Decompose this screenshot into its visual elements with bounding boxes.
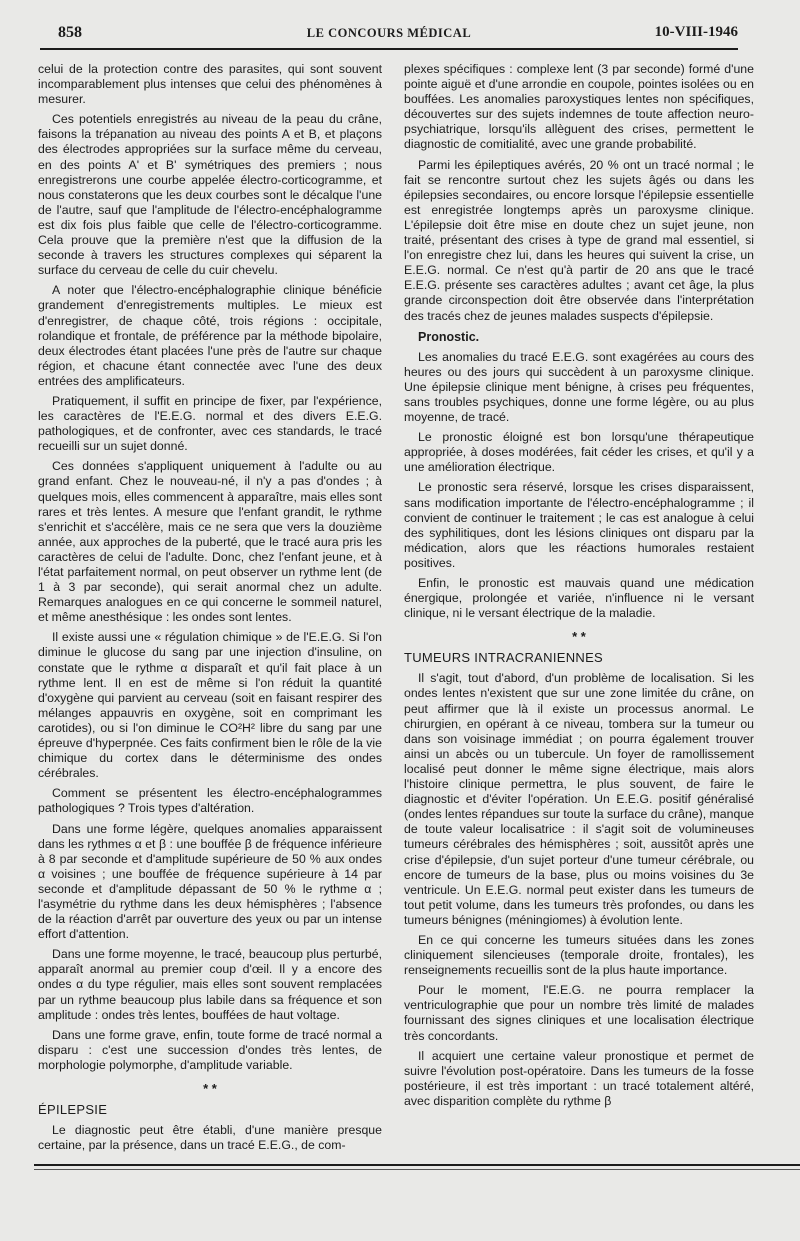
paragraph: Le diagnostic peut être établi, d'une manière presque certaine, par la présence, dans un tracé E.E.G., de com-	[38, 1123, 382, 1153]
footer-rule-thin	[34, 1169, 800, 1170]
section-separator: * *	[203, 1081, 217, 1096]
left-column	[38, 62, 382, 1160]
paragraph: plexes spécifiques : complexe lent (3 par seconde) formé d'une pointe aiguë et d'une arrondie en coupole, pointes isolées ou en bouffées. Les anomalies paroxystiques lentes non spécifiques, découvertes sur des sujets indemnes de toute affection neuro-psychiatrique, lorsqu'ils allèguent des crises, permettent le diagnostic de comitialité, avec une grande probabilité.	[404, 62, 754, 152]
subsection-title-pronostic: Pronostic.	[418, 329, 480, 344]
footer-rule	[34, 1164, 800, 1166]
issue-date: 10-VIII-1946	[654, 24, 738, 40]
paragraph: Les anomalies du tracé E.E.G. sont exagérées au cours des heures ou des jours qui succèdent à un paroxysme clinique. Une épilepsie clinique ment bénigne, à crises peu fréquentes, sans troubles psychiques, donne une forme légère, ou au plus moyenne, de tracé.	[404, 349, 754, 425]
section-title-tumeurs: TUMEURS INTRACRANIENNES	[404, 650, 604, 666]
paragraph: Dans une forme moyenne, le tracé, beaucoup plus perturbé, apparaît anormal au premier coup d'œil. Il y a encore des ondes α du type régulier, mais elles sont souvent remplacées par un rythme beaucoup plus labile dans sa fréquence et son amplitude : ondes très lentes, bouffées de haut voltage.	[38, 947, 382, 1022]
page-number: 858	[58, 24, 82, 41]
paragraph: Il acquiert une certaine valeur pronostique et permet de suivre l'évolution post-opératoire. Dans les tumeurs de la fosse postérieure, il est très important : un tracé totalement altéré, avec disparition complète du rythme β	[404, 1048, 754, 1108]
right-column	[404, 62, 754, 1160]
paragraph: Ces données s'appliquent uniquement à l'adulte ou au grand enfant. Chez le nouveau-né, il n'y a pas d'ondes ; à quelques mois, elles commencent à apparaître, mais elles sont rares et très lentes. A mesure que l'enfant grandit, le rythme s'enrichit et s'accélère, mais ce ne sera que vers la douzième année, aux approches de la puberté, que le tracé aura pris les caractères de celui de l'adulte. Donc, chez l'enfant jeune, et à l'état parfaitement normal, on peut observer un rythme lent (de 1 à 3 par seconde), qui serait anormal chez un adulte. Remarques analogues en ce qui concerne le sommeil naturel, et même anesthésique : les ondes sont lentes.	[38, 459, 382, 625]
paragraph: Pour le moment, l'E.E.G. ne pourra remplacer la ventriculographie que pour un nombre très limité de malades fournissant des signes cliniques et une localisation électrique très concordants.	[404, 983, 754, 1043]
paragraph: Le pronostic éloigné est bon lorsqu'une thérapeutique appropriée, à doses modérées, fait céder les crises, et qu'il y a une amélioration électrique.	[404, 430, 754, 475]
paragraph: En ce qui concerne les tumeurs situées dans les zones cliniquement silencieuses (temporale droite, frontales), les renseignements recueillis sont de la plus haute importance.	[404, 932, 754, 978]
paragraph: Comment se présentent les électro-encéphalogrammes pathologiques ? Trois types d'altération.	[38, 786, 382, 816]
page-header	[40, 22, 738, 50]
section-title-epilepsie: ÉPILEPSIE	[38, 1102, 108, 1117]
paragraph: celui de la protection contre des parasites, qui sont souvent incomparablement plus intenses que celui des phénomènes à mesurer.	[38, 62, 382, 107]
paragraph: A noter que l'électro-encéphalographie clinique bénéficie grandement d'enregistrements multiples. Le mieux est d'enregistrer, de chaque côté, trois régions : occipitale, rolandique et frontale, de préférence par la méthode bipolaire, deux électrodes étant placées l'une près de l'autre sur chaque région, et chacune étant connectée avec l'une des deux entrées des amplificateurs.	[38, 283, 382, 388]
paragraph: Dans une forme grave, enfin, toute forme de tracé normal a disparu : c'est une succession d'ondes très lentes, de morphologie polymorphe, d'amplitude variable.	[38, 1027, 382, 1072]
paragraph: Il existe aussi une « régulation chimique » de l'E.E.G. Si l'on diminue le glucose du sang par une injection d'insuline, on constate que le rythme α disparaît et qu'il fait place à un rythme lent. Il en est de même si l'on réduit la quantité d'oxygène qui parvient au cerveau (soit en faisant respirer des mélanges appauvris en oxygène, soit en comprimant les carotides), ou si l'on diminue le CO²H² libre du sang par une épreuve d'hyperpnée. Ces faits confirment bien le rôle de la vie chimique du cortex dans le déterminisme des ondes cérébrales.	[38, 630, 382, 781]
paragraph: Ces potentiels enregistrés au niveau de la peau du crâne, faisons la trépanation au niveau des points A et B, et plaçons des électrodes appropriées sur la surface même du cerveau, en des points A' et B' symétriques des premiers ; nous enregistrerons une courbe appelée électro-corticogramme, et nous constaterons que les deux courbes sont le décalque l'une de l'autre, sauf que l'amplitude de l'électro-encéphalogramme est dix fois plus faible que celle de l'électro-corticogramme. Cela prouve que la première n'est que la diffusion de la seconde à travers les structures complexes qui séparent la surface du cerveau de celle du cuir chevelu.	[38, 112, 382, 278]
section-separator: * *	[572, 629, 586, 645]
paragraph: Parmi les épileptiques avérés, 20 % ont un tracé normal ; le fait se rencontre surtout chez les sujets âgés ou dans les épilepsies secondaires, ou encore lorsque l'épilepsie essentielle est enregistrée longtemps après un paroxysme clinique. L'épilepsie doit être mise en doute chez un sujet jeune, non traité, présentant des crises à type de grand mal essentiel, si l'on enregistre chez lui, dans les heures qui suivent la crise, un E.E.G. normal. Ce n'est qu'à partir de 20 ans que le tracé E.E.G. présente ses caractères adultes ; avant cet âge, la plus grande circonspection doit être observée dans l'interprétation des tracés chez de jeunes malades suspects d'épilepsie.	[404, 157, 754, 323]
paragraph: Le pronostic sera réservé, lorsque les crises disparaissent, sans modification importante de l'électro-encéphalogramme ; il convient de continuer le traitement ; le cas est analogue à celui des syphilitiques, dont les lésions cliniques ont disparu par la médication, alors que les réactions humorales restaient positives.	[404, 480, 754, 570]
paragraph: Dans une forme légère, quelques anomalies apparaissent dans les rythmes α et β : une bouffée β de fréquence inférieure à 8 par seconde et d'amplitude supérieure de 50 % aux ondes α voisines ; une bouffée de fréquence supérieure à 14 par seconde et d'amplitude dépassant de 50 % le rythme α ; l'asymétrie du rythme dans les deux hémisphères ; l'absence de la réaction d'arrêt par ouverture des yeux ou par un intense effort d'attention.	[38, 821, 382, 942]
paragraph: Pratiquement, il suffit en principe de fixer, par l'expérience, les caractères de l'E.E.G. normal et des divers E.E.G. pathologiques, et de confronter, avec ces standards, le tracé recueilli sur un sujet donné.	[38, 393, 382, 454]
paragraph: Il s'agit, tout d'abord, d'un problème de localisation. Si les ondes lentes n'existent que sur une zone limitée du crâne, on peut affirmer que là il existe un processus anormal. Le chirurgien, en opérant à ce niveau, tombera sur la tumeur ou dans son voisinage immédiat ; on pourra également trouver ainsi un abcès ou un tubercule. Un foyer de ramollissement localisé peut donner le même signe électrique, mais alors l'histoire clinique permettra, le plus souvent, de faire le diagnostic et d'éviter l'opération. Un E.E.G. positif généralisé (ondes lentes répandues sur toute la surface du crâne), manque de toute valeur localisatrice : il s'agit soit de volumineuses tumeurs cérébrales des hémisphères ; soit, aussitôt après une crise d'épilepsie, d'un sujet porteur d'une tumeur cérébrale, ou encore de tumeurs de la base, plus ou moins voisines du 3e ventricule. Un E.E.G. normal peut exister dans les tumeurs de tout petit volume, dans les tumeurs très profondes, ou dans les tumeurs bénignes (méningiomes) à évolution lente.	[404, 671, 754, 927]
journal-title: LE CONCOURS MÉDICAL	[306, 26, 472, 40]
paragraph: Enfin, le pronostic est mauvais quand une médication énergique, prolongée et variée, n'influence ni le versant clinique, ni le versant électrique de la maladie.	[404, 576, 754, 621]
